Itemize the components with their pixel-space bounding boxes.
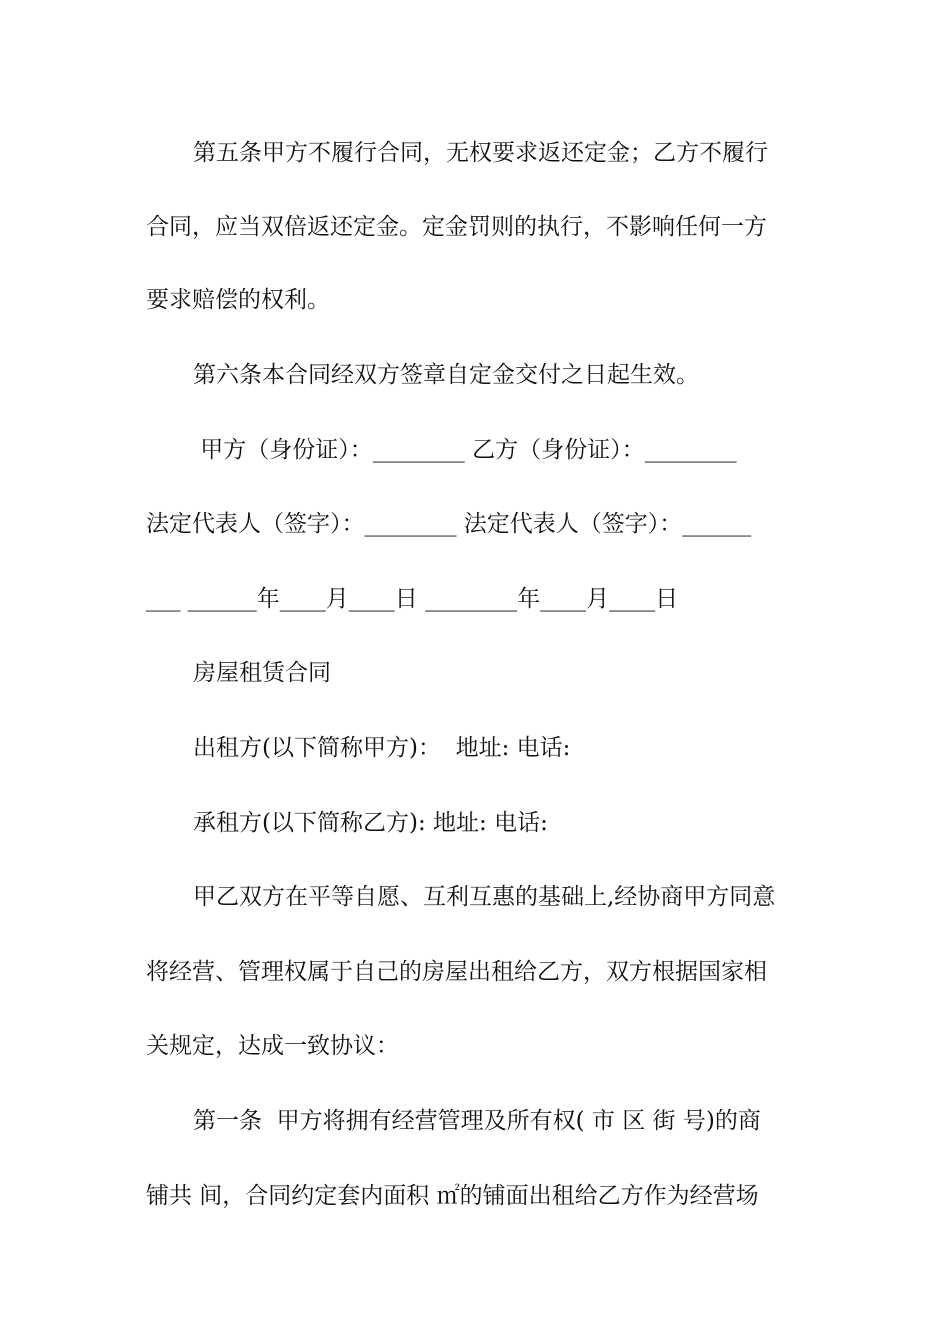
signature-representative-line: 法定代表人（签字）：________ 法定代表人（签字）：______: [146, 511, 752, 537]
lessee-line: 承租方(以下简称乙方): 地址: 电话:: [193, 810, 548, 836]
contract-title: 房屋租赁合同: [193, 660, 331, 686]
clause-5-line-2: 合同，应当双倍返还定金。定金罚则的执行，不影响任何一方: [146, 214, 767, 240]
preamble-line-1: 甲乙双方在平等自愿、互利互惠的基础上,经协商甲方同意: [193, 884, 776, 910]
clause-1-line-1: 第一条 甲方将拥有经营管理及所有权( 市 区 街 号)的商: [193, 1108, 761, 1134]
preamble-line-3: 关规定，达成一致协议：: [146, 1033, 399, 1059]
preamble-line-2: 将经营、管理权属于自己的房屋出租给乙方，双方根据国家相: [146, 959, 767, 985]
signature-id-line: 甲方（身份证）：________ 乙方（身份证）：________: [193, 437, 737, 463]
lessor-line: 出租方(以下简称甲方)： 地址: 电话:: [193, 735, 571, 761]
clause-6-line: 第六条本合同经双方签章自定金交付之日起生效。: [193, 362, 699, 388]
clause-1-line-2: 铺共 间，合同约定套内面积 ㎡的铺面出租给乙方作为经营场: [146, 1183, 759, 1209]
signature-date-line: ___ ______年____月____日 ________年____月____日: [146, 586, 679, 612]
clause-5-line-3: 要求赔偿的权利。: [146, 287, 330, 313]
clause-5-line-1: 第五条甲方不履行合同，无权要求返还定金；乙方不履行: [193, 140, 768, 166]
